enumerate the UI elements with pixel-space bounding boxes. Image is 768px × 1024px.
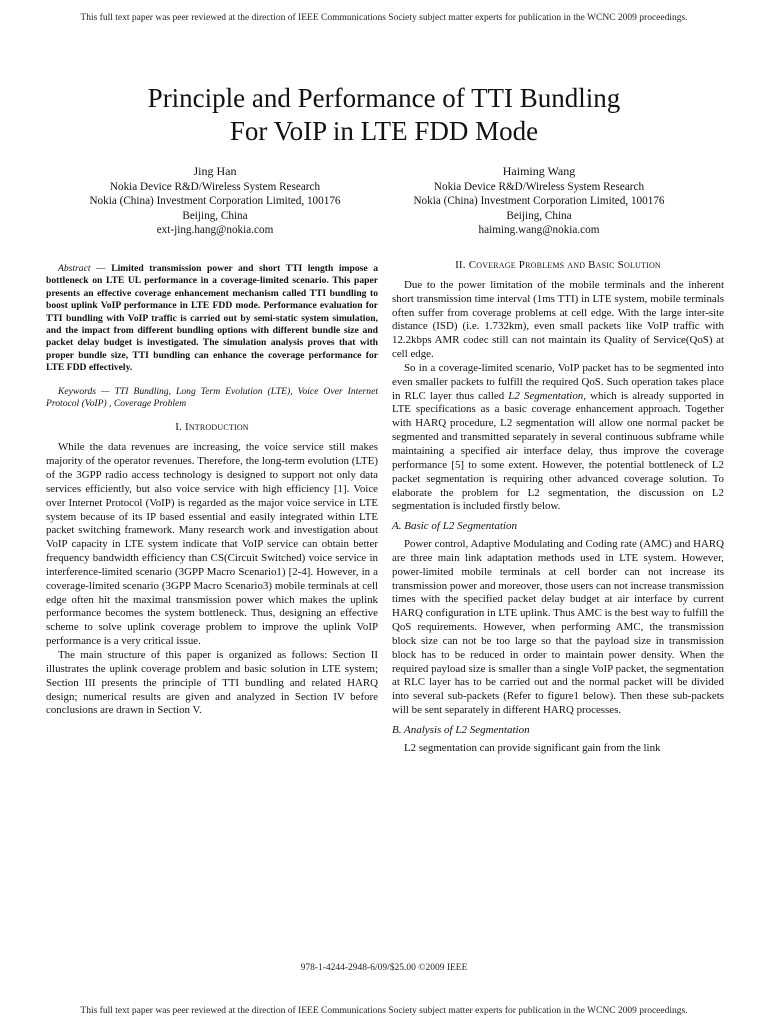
review-note-bottom: This full text paper was peer reviewed at the direction of IEEE Communications Society subject matter experts for publication in the WCNC 2009 proceedings. xyxy=(80,1006,688,1016)
abstract-text: Limited transmission power and short TTI length impose a bottleneck on LTE UL performance in a coverage-limited scenario. This paper presents an effective coverage enhancement mechanism called TTI bundling to boost uplink VoIP performance in LTE FDD mode. Performance evaluation for TTI bundling with VoIP traffic is carried out by semi-static system simulation, and the impact from different bundling options with different bundle size and packet delay budget is investigated. The simulation analysis proves that with proper bundle size, TTI bundling can enhance the coverage performance for LTE FDD effectively. xyxy=(46,263,379,374)
coverage-paragraph-2-end: , which is already supported in LTE specifications as a basic coverage enhancement approach. Together with HARQ procedure, L2 segmentation will allow one normal packet be segmented and transmitted separately in several continuous subframe while maintaining a specified air interface delay, thus improve the coverage performance [5] to some extent. However, the potential bottleneck of L2 packet segmentation is requiring other advanced coverage solution. To elaborate the problem for L2 segmentation, the discussion on L2 segmentation is included firstly below. xyxy=(392,389,724,513)
author-affiliation: Nokia Device R&D/Wireless System Research xyxy=(433,180,645,193)
analysis-l2-paragraph: L2 segmentation can provide significant gain from the link xyxy=(404,741,661,754)
introduction-paragraph-1: While the data revenues are increasing, the voice service still makes majority of the operator revenues. Therefore, the long-term evolution (LTE) of the 3GPP radio access technology is designed to support not only data services efficiently, but also voice service with high efficiency [1]. Voice over Internet Protocol (VoIP) is regarded as the major voice service in LTE system because of its IP based essential and easily integrated within LTE packet switching framework. Many research work and investigation about VoIP capacity in LTE system indicate that VoIP service can obtain better frequency bandwidth efficiency than CS(Circuit Switched) voice service in interference-limited scenario (3GPP Macro Scenario1) [2-4]. However, in a coverage-limited scenario (3GPP Macro Scenario3) mobile terminals at cell edge often hit the maximal transmission power which makes the uplink performance becomes the system bottleneck. Thus, designing an effective scheme to solve uplink coverage problem to improve the uplink VoIP performance is a very critical issue. xyxy=(46,441,378,648)
basic-l2-paragraph: Power control, Adaptive Modulating and Coding rate (AMC) and HARQ are three main link adaptation methods used in LTE system. However, power-limited mobile terminals at cell border can not increase its transmission power and moreover, those users can not increase transmission times with the specified packet delay budget at air interface by current HARQ configuration in LTE uplink. Thus AMC is the best way to fulfill the QoS requirements. However, when performing AMC, the transmission block size can not be too large so that the payload size in transmission block has to be reduced in order to maintain power density. When the required payload size is smaller than a single VoIP packet, the segmentation at RLC layer has to be carried out and the normal packet will be divided into several sub-packets (Refer to figure1 below). Then these sub-packets will be sent separately in different HARQ processes. xyxy=(392,538,724,717)
copyright-footer: 978-1-4244-2948-6/09/$25.00 ©2009 IEEE xyxy=(300,963,468,973)
title-line-2: For VoIP in LTE FDD Mode xyxy=(229,116,539,146)
abstract-label: Abstract xyxy=(58,263,91,274)
abstract xyxy=(46,263,378,375)
paper-title xyxy=(0,82,768,148)
author-city: Beijing, China xyxy=(182,209,248,222)
subsection-heading-analysis-l2: B. Analysis of L2 Segmentation xyxy=(392,724,530,736)
introduction-paragraph-2: The main structure of this paper is organized as follows: Section II illustrates the uplink coverage problem and basic solution in LTE system; Section III presents the principle of TTI bundling and related HARQ design; numerical results are given and analyzed in Section IV before conclusions are drawn in Section V. xyxy=(46,648,378,717)
section-heading-coverage: II. Coverage Problems and Basic Solution xyxy=(455,259,661,271)
coverage-paragraph-2 xyxy=(392,362,724,514)
keywords: Keywords — TTI Bundling, Long Term Evolution (LTE), Voice Over Internet Protocol (VoIP) , Coverage Problem xyxy=(46,385,378,410)
author-name: Haiming Wang xyxy=(502,164,576,178)
right-column xyxy=(392,259,724,756)
subsection-heading-basic-l2: A. Basic of L2 Segmentation xyxy=(392,520,517,533)
author-block-1 xyxy=(45,164,385,238)
author-company: Nokia (China) Investment Corporation Limited, 100176 xyxy=(413,195,665,207)
left-column xyxy=(46,263,378,718)
author-company: Nokia (China) Investment Corporation Limited, 100176 xyxy=(89,195,341,207)
coverage-paragraph-1: Due to the power limitation of the mobile terminals and the inherent short transmission time interval (1ms TTI) in LTE system, mobile terminals often suffer from coverage problems at cell edge. With the large inter-site distance (ISD) (i.e. 1.732km), even small packets like VoIP traffic with 12.2kbps AMR codec still can not maintain its Quality of Service(QoS) at cell edge. xyxy=(392,278,724,361)
author-name: Jing Han xyxy=(193,164,237,178)
l2-segmentation-term: L2 Segmentation xyxy=(508,389,584,402)
review-note-top: This full text paper was peer reviewed at the direction of IEEE Communications Society subject matter experts for publication in the WCNC 2009 proceedings. xyxy=(80,13,688,23)
coverage-paragraph-2-start: So in a coverage-limited scenario, VoIP packet has to be segmented into even smaller packets to fulfill the required QoS. Such operation takes place in RLC layer thus called xyxy=(392,361,724,402)
section-heading-introduction: I. Introduction xyxy=(175,421,249,434)
author-block-2 xyxy=(369,164,709,238)
author-city: Beijing, China xyxy=(506,209,572,222)
author-email[interactable]: ext-jing.hang@nokia.com xyxy=(156,224,274,236)
author-affiliation: Nokia Device R&D/Wireless System Research xyxy=(109,180,321,193)
title-line-1: Principle and Performance of TTI Bundling xyxy=(147,83,621,113)
author-email[interactable]: haiming.wang@nokia.com xyxy=(478,224,600,236)
abstract-dash: — xyxy=(90,263,112,274)
